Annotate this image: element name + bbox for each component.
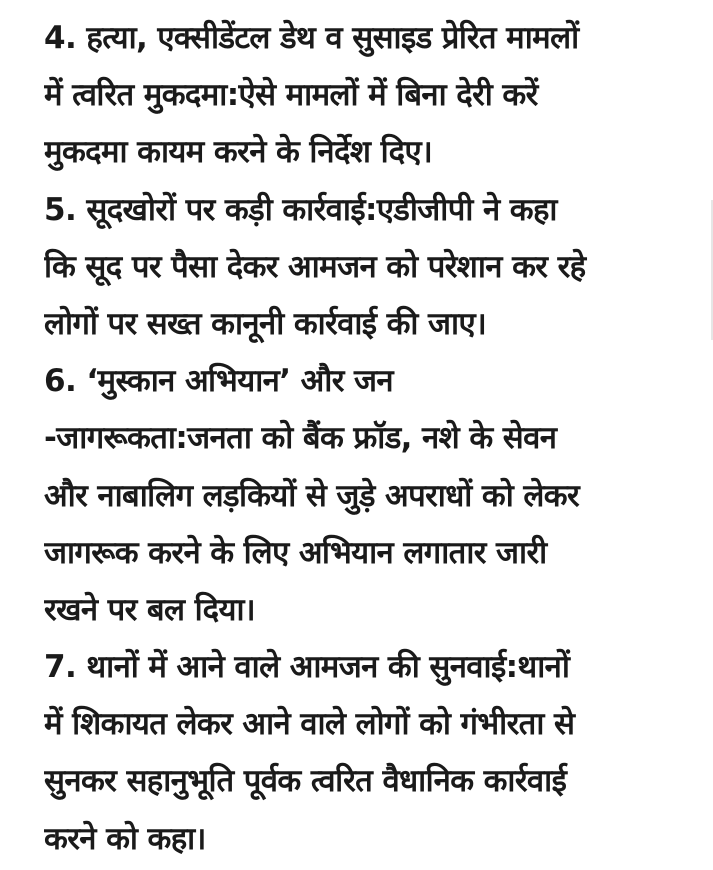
point-7-line-2: में शिकायत लेकर आने वाले लोगों को गंभीरता से: [44, 706, 575, 743]
point-4-line-2: में त्वरित मुकदमा:ऐसे मामलों में बिना देरी करें: [44, 77, 538, 114]
point-7-line-3: सुनकर सहानुभूति पूर्वक त्वरित वैधानिक कार्रवाई: [44, 763, 567, 800]
point-6-line-4: जागरूक करने के लिए अभियान लगातार जारी: [44, 534, 547, 571]
point-5-line-1: 5. सूदखोरों पर कड़ी कार्रवाई:एडीजीपी ने कहा: [44, 191, 557, 228]
point-4-line-1: 4. हत्या, एक्सीडेंटल डेथ व सुसाइड प्रेरित मामलों: [44, 20, 579, 56]
point-4-line-3: मुकदमा कायम करने के निर्देश दिए।: [44, 134, 433, 171]
point-6-line-5: रखने पर बल दिया।: [44, 591, 256, 628]
article-body: [44, 10, 704, 868]
point-6-line-1: 6. ‘मुस्कान अभियान’ और जन: [44, 363, 394, 400]
point-5-line-3: लोगों पर सख्त कानूनी कार्रवाई की जाए।: [44, 305, 487, 342]
point-6-line-3: और नाबालिग लड़कियों से जुड़े अपराधों को लेकर: [44, 477, 580, 514]
point-7-line-4: करने को कहा।: [44, 820, 206, 857]
point-7-line-1: 7. थानों में आने वाले आमजन की सुनवाई:थानों: [44, 649, 570, 686]
point-6-line-2: -जागरूकता:जनता को बैंक फ्रॉड, नशे के सेवन: [44, 420, 557, 457]
point-5-line-2: कि सूद पर पैसा देकर आमजन को परेशान कर रहे: [44, 248, 586, 285]
